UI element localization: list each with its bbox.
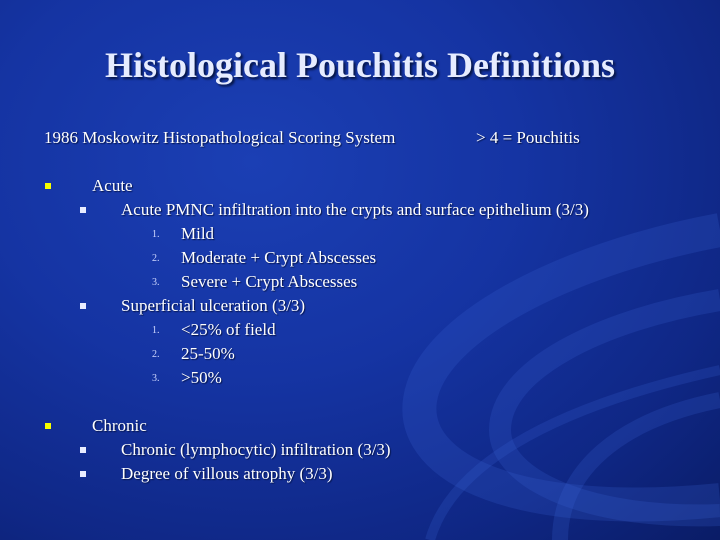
list-number: 2. <box>152 349 160 360</box>
bullet-square-icon <box>80 207 86 213</box>
list-number: 3. <box>152 277 160 288</box>
list-item-villous-atrophy: Degree of villous atrophy (3/3) <box>121 464 333 483</box>
bullet-square-icon <box>45 183 51 189</box>
slide-title: Histological Pouchitis Definitions <box>104 45 615 85</box>
list-number: 1. <box>152 325 160 336</box>
list-number: 1. <box>152 229 160 240</box>
sub-item-mild: Mild <box>181 224 215 243</box>
sub-item-25-50: 25-50% <box>181 344 235 363</box>
list-number: 3. <box>152 373 160 384</box>
bullet-square-icon <box>80 447 86 453</box>
list-item-chronic-infiltration: Chronic (lymphocytic) infiltration (3/3) <box>121 440 391 459</box>
list-item-acute-pmnc: Acute PMNC infiltration into the crypts and surface epithelium (3/3) <box>121 200 589 219</box>
section-label-acute: Acute <box>92 176 133 195</box>
section-label-chronic: Chronic <box>92 416 147 435</box>
bullet-square-icon <box>45 423 51 429</box>
list-item-superficial-ulceration: Superficial ulceration (3/3) <box>121 296 306 315</box>
sub-item-over-50: >50% <box>181 368 222 387</box>
sub-item-moderate: Moderate + Crypt Abscesses <box>181 248 377 267</box>
sub-item-under-25: <25% of field <box>181 320 276 339</box>
sub-item-severe: Severe + Crypt Abscesses <box>181 272 358 291</box>
bullet-square-icon <box>80 303 86 309</box>
intro-criterion-text: > 4 = Pouchitis <box>476 128 580 147</box>
list-number: 2. <box>152 253 160 264</box>
bullet-square-icon <box>80 471 86 477</box>
intro-system-text: 1986 Moskowitz Histopathological Scoring System <box>44 128 396 147</box>
